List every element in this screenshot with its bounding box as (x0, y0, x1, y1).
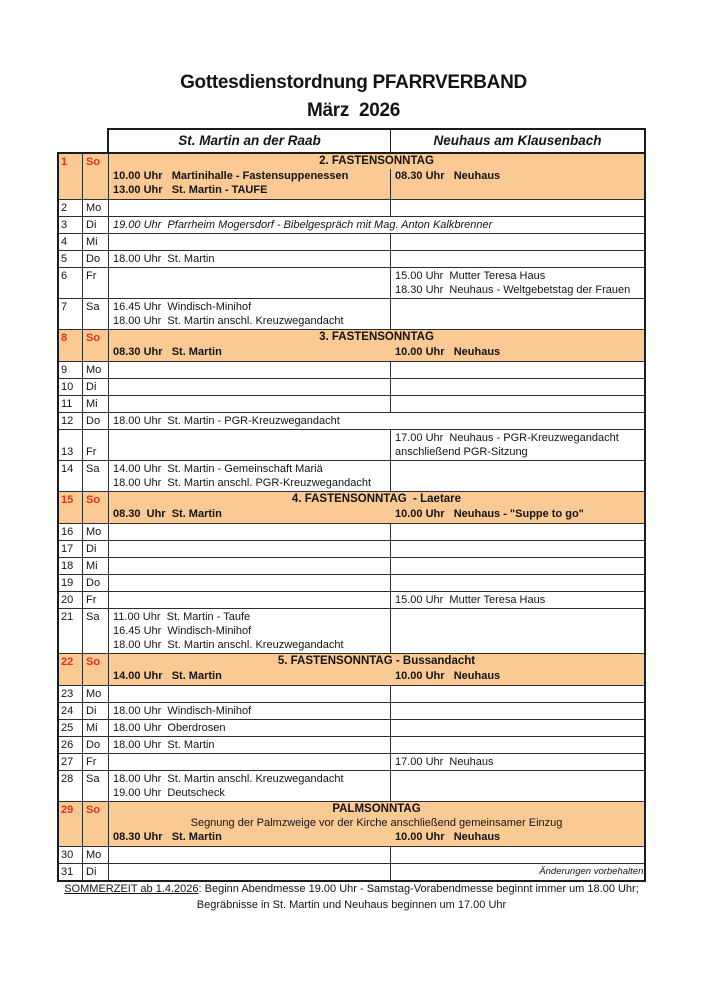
day-content (109, 154, 644, 199)
day-row-27 (59, 753, 644, 770)
day-number: 3 (59, 217, 83, 233)
day-row-10 (59, 378, 644, 395)
event-line: 14.00 Uhr St. Martin - Gemeinschaft Mariä (113, 463, 323, 475)
sunday-events (109, 345, 644, 361)
event-line: 10.00 Uhr Neuhaus - "Suppe to go" (395, 508, 584, 520)
event-line: 18.00 Uhr Windisch-Minihof (113, 705, 252, 717)
day-row-3 (59, 216, 644, 233)
day-number: 13 (59, 430, 83, 460)
day-content (109, 492, 644, 523)
day-row-8 (59, 329, 644, 361)
event-line: 19.00 Uhr Pfarrheim Mogersdorf - Bibelgespräch mit Mag. Anton Kalkbrenner (113, 219, 493, 231)
day-content (109, 430, 644, 460)
day-number: 18 (59, 558, 83, 574)
event-line: 18.00 Uhr St. Martin anschl. Kreuzwegandacht (113, 639, 344, 651)
event-line: 18.00 Uhr Oberdrosen (113, 722, 226, 734)
events-span (109, 217, 644, 233)
sunday-events (109, 669, 644, 685)
day-content (109, 379, 644, 395)
day-number: 29 (59, 802, 83, 846)
events-left (109, 396, 391, 412)
day-row-13 (59, 429, 644, 460)
event-line: 17.00 Uhr Neuhaus (395, 756, 494, 768)
summer-time-label: SOMMERZEIT ab 1.4.2026 (64, 883, 199, 895)
day-number: 14 (59, 461, 83, 491)
day-row-2 (59, 199, 644, 216)
events-left (109, 200, 391, 216)
day-number: 6 (59, 268, 83, 298)
day-number: 5 (59, 251, 83, 267)
events-right (391, 169, 644, 199)
weekday-label: Sa (83, 461, 109, 491)
day-row-17 (59, 540, 644, 557)
event-line: 17.00 Uhr Neuhaus - PGR-Kreuzwegandacht (395, 432, 619, 444)
events-right (391, 200, 644, 216)
weekday-label: So (83, 492, 109, 523)
day-content (109, 592, 644, 608)
events-left (109, 737, 391, 753)
day-content (109, 217, 644, 233)
events-right (391, 720, 644, 736)
day-content (109, 703, 644, 719)
events-right (391, 737, 644, 753)
event-line: 15.00 Uhr Mutter Teresa Haus (395, 594, 546, 606)
table-body (57, 152, 646, 882)
column-header-neuhaus: Neuhaus am Klausenbach (433, 133, 602, 148)
day-content (109, 330, 644, 361)
day-number: 11 (59, 396, 83, 412)
summer-time-note-line2: Begräbnisse in St. Martin und Neuhaus beginnen um 17.00 Uhr (196, 899, 507, 911)
day-content (109, 720, 644, 736)
weekday-label: So (83, 154, 109, 199)
event-line: 10.00 Uhr Neuhaus (395, 346, 501, 358)
event-line: 14.00 Uhr St. Martin (113, 670, 222, 682)
column-header-st-martin: St. Martin an der Raab (109, 130, 391, 152)
page-title: Gottesdienstordnung PFARRVERBAND (180, 72, 527, 93)
events-right (391, 345, 644, 361)
weekday-label: Mo (83, 362, 109, 378)
day-row-1 (59, 154, 644, 199)
events-left (109, 345, 391, 361)
day-number: 8 (59, 330, 83, 361)
day-content (109, 268, 644, 298)
day-content (109, 802, 644, 846)
day-row-29 (59, 801, 644, 846)
weekday-label: Mo (83, 847, 109, 863)
day-row-14 (59, 460, 644, 491)
events-left (109, 379, 391, 395)
weekday-label: Mo (83, 200, 109, 216)
weekday-label: Fr (83, 754, 109, 770)
events-left (109, 268, 391, 298)
events-left (109, 592, 391, 608)
day-row-4 (59, 233, 644, 250)
events-span (109, 413, 644, 429)
events-right (391, 575, 644, 591)
weekday-label: Mi (83, 396, 109, 412)
sunday-heading: 5. FASTENSONNTAG - Bussandacht (277, 655, 476, 667)
events-right (391, 362, 644, 378)
day-number: 21 (59, 609, 83, 653)
events-right (391, 430, 644, 460)
events-left (109, 575, 391, 591)
events-right (391, 558, 644, 574)
events-left (109, 720, 391, 736)
weekday-label: Di (83, 379, 109, 395)
events-left (109, 830, 391, 846)
event-line: 10.00 Uhr Neuhaus (395, 670, 501, 682)
day-row-19 (59, 574, 644, 591)
events-right (391, 541, 644, 557)
day-number: 9 (59, 362, 83, 378)
weekday-label: Do (83, 413, 109, 429)
day-number: 19 (59, 575, 83, 591)
events-left (109, 541, 391, 557)
events-right (391, 251, 644, 267)
weekday-label: Fr (83, 430, 109, 460)
sunday-heading: PALMSONNTAG (332, 803, 421, 815)
day-content (109, 654, 644, 685)
day-number: 16 (59, 524, 83, 540)
day-row-5 (59, 250, 644, 267)
day-content (109, 771, 644, 801)
events-left (109, 461, 391, 491)
day-content (109, 299, 644, 329)
day-content (109, 524, 644, 540)
events-left (109, 524, 391, 540)
events-right (391, 379, 644, 395)
event-line: 18.00 Uhr St. Martin anschl. Kreuzwegandacht (113, 773, 344, 785)
event-line: 08.30 Uhr Neuhaus (395, 170, 501, 182)
day-row-28 (59, 770, 644, 801)
sunday-events (109, 830, 644, 846)
weekday-label: So (83, 654, 109, 685)
events-left (109, 609, 391, 653)
day-number: 17 (59, 541, 83, 557)
events-right (391, 703, 644, 719)
day-number: 15 (59, 492, 83, 523)
title-block (0, 72, 707, 122)
events-right (391, 299, 644, 329)
weekday-label: So (83, 802, 109, 846)
events-right (391, 830, 644, 846)
day-row-7 (59, 298, 644, 329)
events-right (391, 771, 644, 801)
day-row-12 (59, 412, 644, 429)
event-line: 19.00 Uhr Deutscheck (113, 787, 225, 799)
weekday-label: Do (83, 575, 109, 591)
weekday-label: So (83, 330, 109, 361)
events-right (391, 507, 644, 523)
day-content (109, 847, 644, 863)
events-left (109, 507, 391, 523)
day-number: 23 (59, 686, 83, 702)
day-row-23 (59, 685, 644, 702)
weekday-label: Sa (83, 771, 109, 801)
weekday-label: Di (83, 217, 109, 233)
summer-time-rest: : Beginn Abendmesse 19.00 Uhr - Samstag-Vorabendmesse beginnt immer um 18.00 Uhr; (198, 883, 639, 895)
day-number: 4 (59, 234, 83, 250)
event-line: 18.00 Uhr St. Martin anschl. PGR-Kreuzwegandacht (113, 477, 372, 489)
day-number: 30 (59, 847, 83, 863)
weekday-label: Do (83, 737, 109, 753)
weekday-label: Di (83, 541, 109, 557)
weekday-label: Sa (83, 609, 109, 653)
day-content (109, 541, 644, 557)
day-number: 31 (59, 864, 83, 880)
event-line: 18.30 Uhr Neuhaus - Weltgebetstag der Frauen (395, 284, 631, 296)
day-number: 25 (59, 720, 83, 736)
weekday-label: Mo (83, 686, 109, 702)
events-right (391, 461, 644, 491)
day-content (109, 396, 644, 412)
sunday-heading: 4. FASTENSONNTAG - Laetare (291, 493, 462, 505)
changes-reserved-note: Änderungen vorbehalten! (539, 866, 646, 877)
day-row-26 (59, 736, 644, 753)
events-right (391, 396, 644, 412)
day-row-24 (59, 702, 644, 719)
day-content (109, 737, 644, 753)
weekday-label: Mi (83, 558, 109, 574)
day-row-18 (59, 557, 644, 574)
day-row-20 (59, 591, 644, 608)
events-right (391, 847, 644, 863)
weekday-label: Di (83, 703, 109, 719)
events-right (391, 754, 644, 770)
day-number: 28 (59, 771, 83, 801)
events-right (391, 234, 644, 250)
day-row-21 (59, 608, 644, 653)
event-line: 15.00 Uhr Mutter Teresa Haus (395, 270, 546, 282)
events-left (109, 430, 391, 460)
events-right (391, 592, 644, 608)
event-line: 18.00 Uhr St. Martin anschl. Kreuzwegandacht (113, 315, 344, 327)
events-left (109, 299, 391, 329)
events-left (109, 686, 391, 702)
day-content (109, 234, 644, 250)
day-number: 7 (59, 299, 83, 329)
events-left (109, 864, 391, 880)
day-row-25 (59, 719, 644, 736)
day-content (109, 200, 644, 216)
day-content (109, 575, 644, 591)
day-number: 27 (59, 754, 83, 770)
weekday-label: Fr (83, 268, 109, 298)
weekday-label: Fr (83, 592, 109, 608)
day-row-15 (59, 491, 644, 523)
day-row-16 (59, 523, 644, 540)
event-line: 10.00 Uhr Neuhaus (395, 831, 501, 843)
column-header-row (107, 128, 646, 152)
sunday-events (109, 507, 644, 523)
day-number: 2 (59, 200, 83, 216)
schedule-table (57, 128, 646, 882)
event-line: 13.00 Uhr St. Martin - TAUFE (113, 184, 268, 196)
events-left (109, 754, 391, 770)
events-left (109, 771, 391, 801)
day-content (109, 609, 644, 653)
day-content (109, 413, 644, 429)
sunday-heading: 3. FASTENSONNTAG (319, 331, 434, 343)
weekday-label: Mi (83, 720, 109, 736)
weekday-label: Di (83, 864, 109, 880)
events-left (109, 362, 391, 378)
events-left (109, 558, 391, 574)
event-line: 16.45 Uhr Windisch-Minihof (113, 625, 252, 637)
day-number: 20 (59, 592, 83, 608)
weekday-label: Sa (83, 299, 109, 329)
events-left (109, 234, 391, 250)
weekday-label: Do (83, 251, 109, 267)
event-line: 18.00 Uhr St. Martin - PGR-Kreuzwegandacht (113, 415, 340, 427)
events-right (391, 524, 644, 540)
day-row-30 (59, 846, 644, 863)
event-line: 18.00 Uhr St. Martin (113, 739, 215, 751)
event-line: 08.30 Uhr St. Martin (113, 346, 222, 358)
events-left (109, 169, 391, 199)
day-number: 12 (59, 413, 83, 429)
event-line: 18.00 Uhr St. Martin (113, 253, 215, 265)
day-row-6 (59, 267, 644, 298)
events-right (391, 686, 644, 702)
event-line: 16.45 Uhr Windisch-Minihof (113, 301, 252, 313)
summer-time-note (57, 882, 646, 897)
events-left (109, 703, 391, 719)
event-line: 08.30 Uhr St. Martin (113, 508, 222, 520)
day-number: 26 (59, 737, 83, 753)
events-left (109, 669, 391, 685)
day-row-22 (59, 653, 644, 685)
event-line: 08.30 Uhr St. Martin (113, 831, 222, 843)
day-number: 1 (59, 154, 83, 199)
weekday-label: Mo (83, 524, 109, 540)
sunday-heading: 2. FASTENSONNTAG (319, 155, 434, 167)
day-content (109, 251, 644, 267)
event-line: anschließend PGR-Sitzung (395, 446, 528, 458)
event-line: 11.00 Uhr St. Martin - Taufe (113, 611, 251, 623)
day-content (109, 686, 644, 702)
page-subtitle-month: März 2026 (306, 100, 401, 121)
day-row-9 (59, 361, 644, 378)
sunday-subheading: Segnung der Palmzweige vor der Kirche anschließend gemeinsamer Einzug (190, 817, 563, 829)
events-right (391, 609, 644, 653)
events-right (391, 669, 644, 685)
day-number: 10 (59, 379, 83, 395)
events-left (109, 847, 391, 863)
events-right (391, 268, 644, 298)
day-content (109, 558, 644, 574)
events-left (109, 251, 391, 267)
day-content (109, 461, 644, 491)
day-content (109, 754, 644, 770)
weekday-label: Mi (83, 234, 109, 250)
day-number: 24 (59, 703, 83, 719)
day-row-11 (59, 395, 644, 412)
day-number: 22 (59, 654, 83, 685)
event-line: 10.00 Uhr Martinihalle - Fastensuppenessen (113, 170, 349, 182)
day-content (109, 362, 644, 378)
sunday-events (109, 169, 644, 199)
